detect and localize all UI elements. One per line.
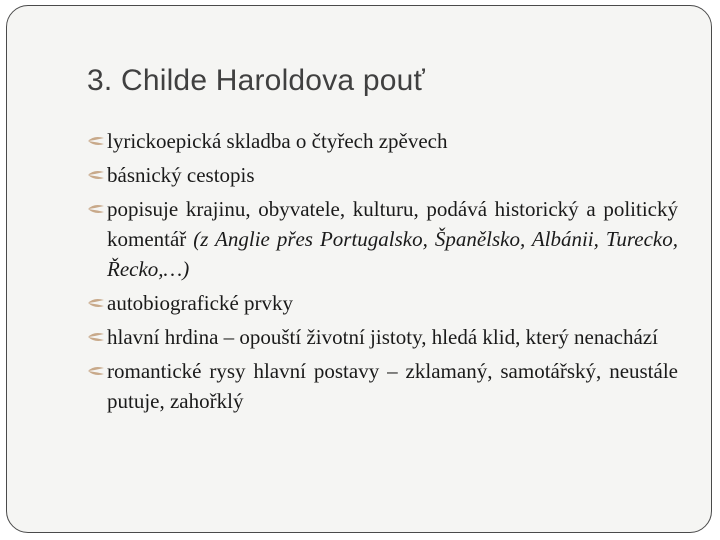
bullet-item (85, 194, 678, 284)
bullet-text: lyrickoepická skladba o čtyřech zpěvech (107, 129, 448, 153)
bullet-text: básnický cestopis (107, 163, 255, 187)
bullet-text: autobiografické prvky (107, 291, 294, 315)
slide-title: 3. Childe Haroldova pouť (87, 64, 425, 97)
bullet-item (85, 356, 678, 416)
leaf-bullet-icon (87, 135, 105, 147)
bullet-item (85, 160, 678, 190)
bullet-italic-text: (z Anglie přes Portugalsko, Španělsko, Albánii, Turecko, Řecko,…) (107, 227, 678, 281)
leaf-bullet-icon (87, 203, 105, 215)
bullet-text: popisuje krajinu, obyvatele, kulturu, podává historický a politický komentář (107, 197, 678, 251)
leaf-bullet-icon (87, 365, 105, 377)
slide (6, 5, 712, 533)
bullet-text: romantické rysy hlavní postavy – zklamaný, samotářský, neustále putuje, zahořklý (107, 359, 678, 413)
bullet-item (85, 322, 678, 352)
bullet-item (85, 288, 678, 318)
leaf-bullet-icon (87, 297, 105, 309)
bullet-text: hlavní hrdina – opouští životní jistoty, hledá klid, který nenachází (107, 325, 658, 349)
bullet-item (85, 126, 678, 156)
leaf-bullet-icon (87, 331, 105, 343)
bullet-list (85, 126, 678, 420)
leaf-bullet-icon (87, 169, 105, 181)
